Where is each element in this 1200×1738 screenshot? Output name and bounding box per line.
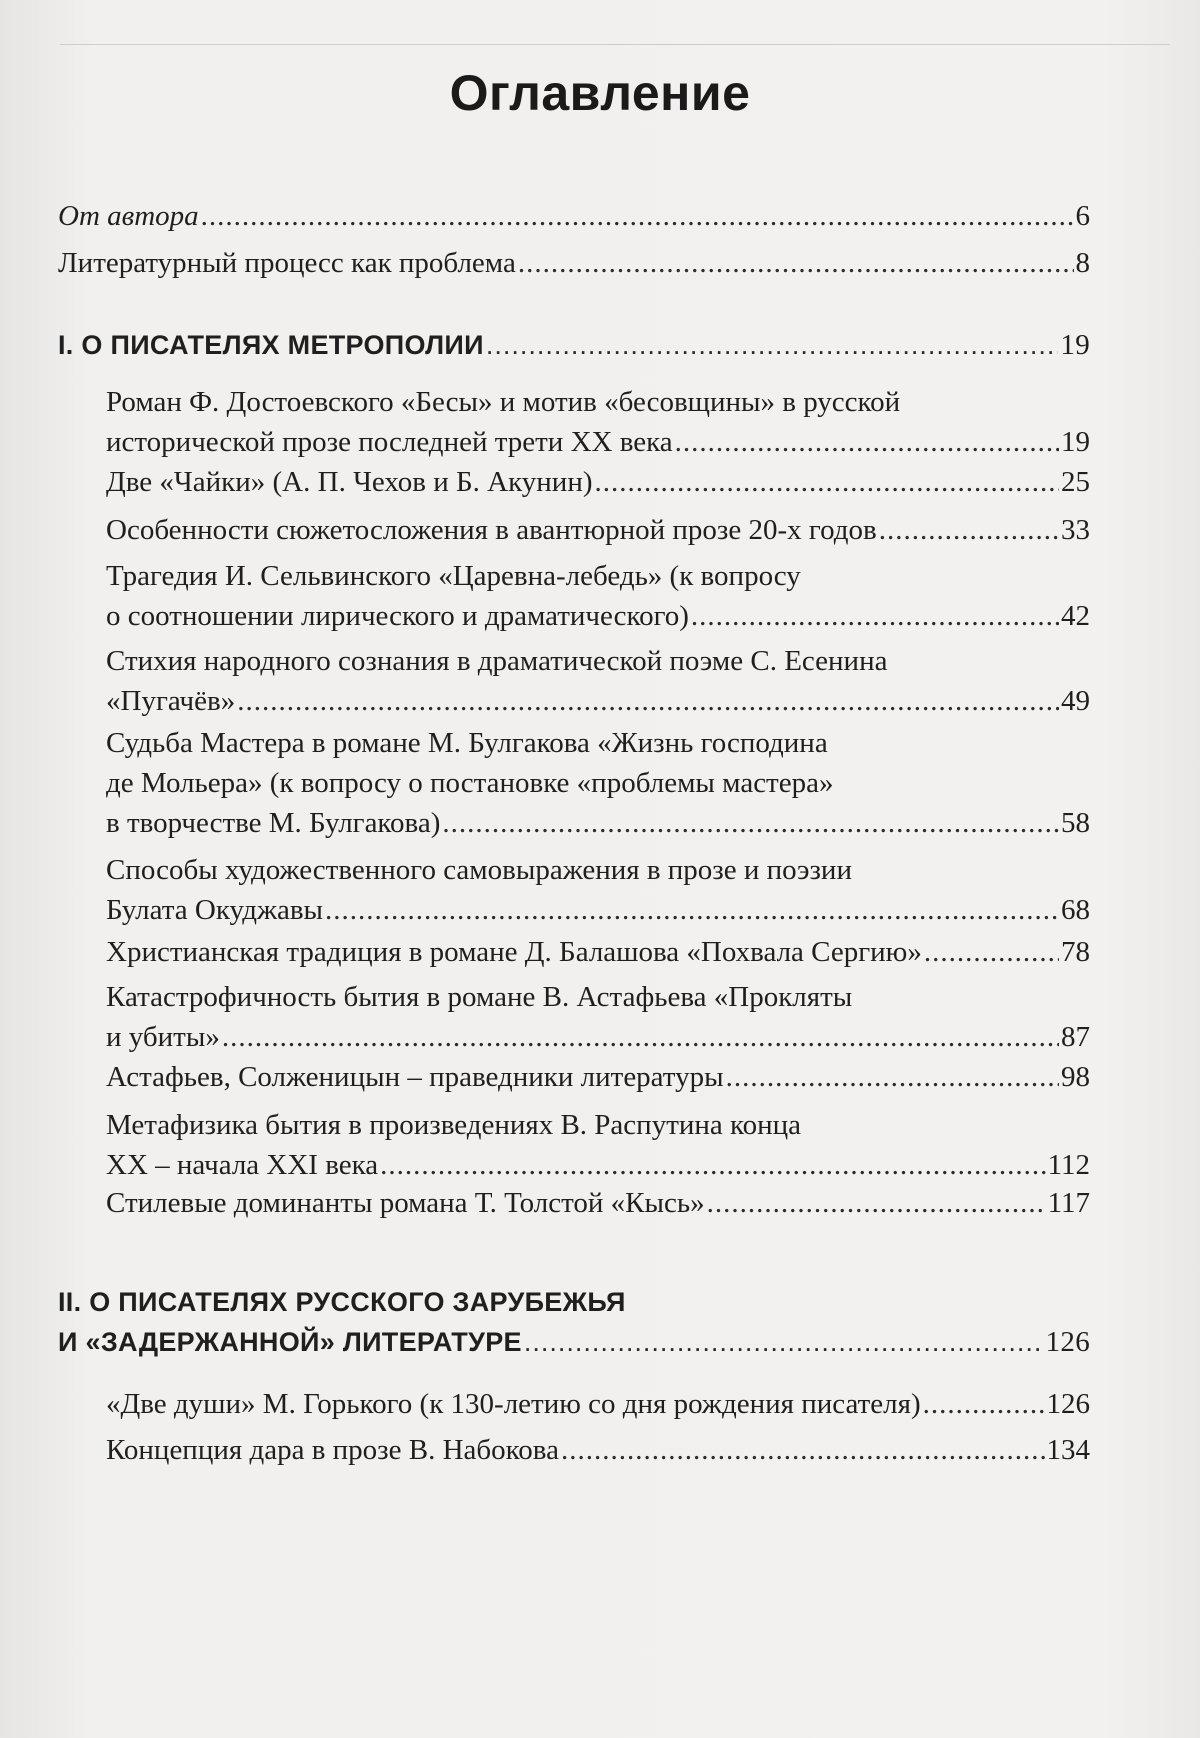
dot-leader — [595, 462, 1059, 502]
toc-page-number: 42 — [1061, 600, 1090, 632]
toc-entry-final-line — [106, 681, 1090, 721]
toc-entry-title: Две «Чайки» (А. П. Чехов и Б. Акунин) — [106, 466, 593, 498]
toc-entry-final-line — [106, 510, 1090, 550]
toc-entry[interactable] — [106, 510, 1090, 550]
toc-entry-final-line — [106, 803, 1090, 843]
dot-leader — [237, 681, 1059, 721]
toc-entry[interactable] — [58, 196, 1090, 236]
toc-entry-title-line: Судьба Мастера в романе М. Булгакова «Жизнь господина — [106, 727, 828, 759]
toc-entry-title-line: Стихия народного сознания в драматической поэме С. Есенина — [106, 645, 888, 677]
toc-entry-title-line: Трагедия И. Сельвинского «Царевна-лебедь» (к вопросу — [106, 560, 801, 592]
dot-leader — [325, 890, 1059, 930]
dot-leader — [380, 1145, 1045, 1185]
toc-entry-title: И «ЗАДЕРЖАННОЙ» ЛИТЕРАТУРЕ — [58, 1327, 522, 1357]
toc-entry-final-line — [106, 462, 1090, 502]
toc-entry-final-line — [58, 325, 1090, 365]
toc-entry[interactable] — [106, 1183, 1090, 1223]
dot-leader — [707, 1183, 1046, 1223]
toc-page-number: 112 — [1047, 1149, 1090, 1181]
toc-page-number: 68 — [1061, 894, 1090, 926]
toc-entry-title-line: II. О ПИСАТЕЛЯХ РУССКОГО ЗАРУБЕЖЬЯ — [58, 1287, 626, 1317]
toc-entry[interactable] — [106, 641, 1090, 721]
toc-entry-title: Булата Окуджавы — [106, 894, 324, 926]
toc-page-number: 126 — [1045, 1326, 1090, 1358]
toc-entry-title: «Пугачёв» — [106, 685, 236, 717]
dot-leader — [518, 243, 1074, 283]
toc-entry-title: и убиты» — [106, 1021, 220, 1053]
toc-page-number: 117 — [1047, 1187, 1090, 1219]
dot-leader — [923, 1384, 1045, 1424]
toc-page-number: 8 — [1075, 247, 1090, 279]
toc-entry-title: Особенности сюжетосложения в авантюрной прозе 20-х годов — [106, 514, 877, 546]
toc-entry-final-line — [106, 1017, 1090, 1057]
toc-page-number: 19 — [1061, 426, 1090, 458]
toc-entry-final-line — [58, 1322, 1090, 1362]
toc-entry-final-line — [106, 1057, 1090, 1097]
toc-entry-final-line — [106, 1384, 1090, 1424]
toc-entry-final-line — [106, 1145, 1090, 1185]
toc-page-number: 6 — [1075, 200, 1090, 232]
toc-entry-final-line — [106, 890, 1090, 930]
toc-entry[interactable] — [106, 1384, 1090, 1424]
dot-leader — [879, 510, 1059, 550]
toc-page-number: 98 — [1061, 1061, 1090, 1093]
dot-leader — [524, 1322, 1044, 1362]
toc-entry-final-line — [106, 932, 1090, 972]
toc-entry[interactable] — [106, 932, 1090, 972]
toc-page-number: 19 — [1060, 329, 1090, 361]
toc-section-heading[interactable] — [58, 1282, 1090, 1362]
toc-page-number: 78 — [1061, 936, 1090, 968]
toc-entry[interactable] — [106, 723, 1090, 843]
toc-entry-title-line: Роман Ф. Достоевского «Бесы» и мотив «бесовщины» в русской — [106, 386, 901, 418]
dot-leader — [486, 325, 1059, 365]
toc-page-number: 33 — [1061, 514, 1090, 546]
toc-entry-title: «Две души» М. Горького (к 130-летию со дня рождения писателя) — [106, 1388, 921, 1420]
toc-entry[interactable] — [106, 1430, 1090, 1470]
toc-entry[interactable] — [106, 1057, 1090, 1097]
toc-entry[interactable] — [106, 1105, 1090, 1185]
toc-entry-title: исторической прозе последней трети XX века — [106, 426, 673, 458]
toc-entry[interactable] — [58, 243, 1090, 283]
dot-leader — [442, 803, 1059, 843]
toc-entry-final-line — [106, 1183, 1090, 1223]
toc-page-number: 58 — [1061, 807, 1090, 839]
toc-entry-title: в творчестве М. Булгакова) — [106, 807, 441, 839]
toc-page-number: 25 — [1061, 466, 1090, 498]
top-divider — [60, 44, 1170, 45]
dot-leader — [201, 196, 1074, 236]
toc-entry-title: XX – начала XXI века — [106, 1149, 379, 1181]
toc-entry-title: Астафьев, Солженицын – праведники литературы — [106, 1061, 724, 1093]
toc-entry[interactable] — [106, 850, 1090, 930]
toc-entry-title: I. О ПИСАТЕЛЯХ МЕТРОПОЛИИ — [58, 330, 484, 360]
toc-section-heading[interactable] — [58, 325, 1090, 365]
toc-entry-title: От автора — [58, 200, 199, 232]
dot-leader — [924, 932, 1059, 972]
toc-entry-final-line — [58, 243, 1090, 283]
page-title: Оглавление — [449, 65, 751, 121]
toc-page-number: 49 — [1061, 685, 1090, 717]
toc-entry[interactable] — [106, 977, 1090, 1057]
toc-entry-title-line: Метафизика бытия в произведениях В. Распутина конца — [106, 1109, 802, 1141]
toc-entry-title: Стилевые доминанты романа Т. Толстой «Кысь» — [106, 1187, 705, 1219]
dot-leader — [561, 1430, 1045, 1470]
toc-entry-title-line: Способы художественного самовыражения в прозе и поэзии — [106, 854, 852, 886]
toc-page-number: 126 — [1046, 1388, 1090, 1420]
dot-leader — [222, 1017, 1059, 1057]
toc-entry[interactable] — [106, 382, 1090, 462]
toc-entry-title: Литературный процесс как проблема — [58, 247, 516, 279]
dot-leader — [691, 596, 1059, 636]
dot-leader — [726, 1057, 1059, 1097]
dot-leader — [675, 422, 1059, 462]
toc-entry-final-line — [106, 422, 1090, 462]
toc-entry-title-line: де Мольера» (к вопросу о постановке «проблемы мастера» — [106, 767, 834, 799]
toc-entry-final-line — [106, 1430, 1090, 1470]
toc-entry[interactable] — [106, 556, 1090, 636]
toc-entry-title: Христианская традиция в романе Д. Балашова «Похвала Сергию» — [106, 936, 922, 968]
toc-page-number: 87 — [1061, 1021, 1090, 1053]
toc-entry-final-line — [58, 196, 1090, 236]
toc-entry[interactable] — [106, 462, 1090, 502]
toc-entry-title-line: Катастрофичность бытия в романе В. Астафьева «Прокляты — [106, 981, 853, 1013]
toc-entry-title: Концепция дара в прозе В. Набокова — [106, 1434, 559, 1466]
toc-entry-title: о соотношении лирического и драматического) — [106, 600, 689, 632]
toc-entry-final-line — [106, 596, 1090, 636]
toc-page-number: 134 — [1046, 1434, 1090, 1466]
